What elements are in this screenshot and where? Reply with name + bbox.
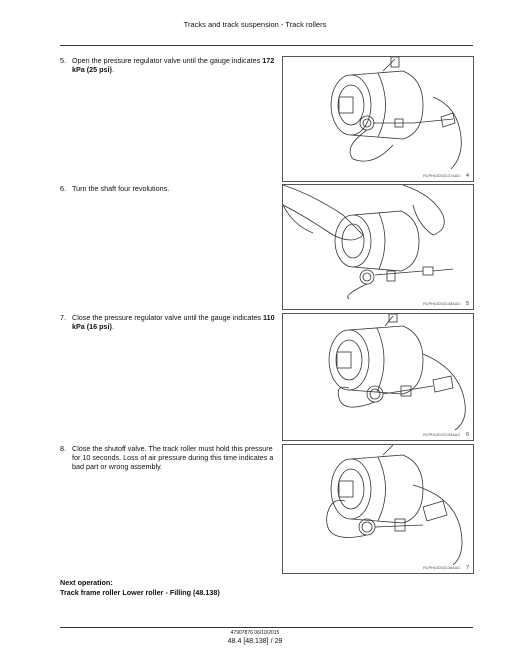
step-6 — [60, 184, 275, 193]
page-header: Tracks and track suspension - Track rollers — [183, 20, 327, 29]
figure-caption: RCPH10DOZ138AAO — [423, 302, 461, 306]
next-operation — [60, 578, 220, 597]
figure-number: 6 — [466, 432, 469, 438]
figure-number: 7 — [466, 565, 469, 571]
step-value: 110 kPa (16 psi) — [72, 313, 275, 332]
figure-6 — [282, 313, 474, 441]
step-number: 5. — [60, 56, 66, 65]
next-operation-link[interactable]: Track frame roller Lower roller - Filling (48.138) — [60, 587, 220, 597]
track-roller-shaft-illustration — [283, 185, 473, 301]
track-roller-shutoff-illustration — [283, 445, 473, 565]
footer-doc-ref: 47907876 06/10/2015 — [230, 630, 280, 636]
step-text: Close the pressure regulator valve until the gauge indicates — [72, 313, 263, 322]
figure-number: 4 — [466, 173, 469, 179]
step-value: 172 kPa (25 psi) — [72, 56, 275, 75]
step-number: 7. — [60, 313, 66, 322]
figure-5 — [282, 184, 474, 310]
figure-7 — [282, 444, 474, 574]
header-rule — [60, 45, 473, 46]
figure-number: 5 — [466, 301, 469, 307]
step-text: Open the pressure regulator valve until the gauge indicates — [72, 56, 263, 65]
track-roller-regulator-illustration — [283, 314, 473, 432]
figure-caption: RCPH10DOZ136AAO — [423, 566, 461, 570]
track-roller-gauge-illustration — [283, 57, 473, 173]
figure-4 — [282, 56, 474, 182]
step-number: 6. — [60, 184, 66, 193]
step-text: Turn the shaft four revolutions. — [72, 184, 170, 193]
footer-rule — [60, 627, 473, 628]
step-text: Close the shutoff valve. The track roller must hold this pressure for 10 seconds. Loss of air pressure during this time indicates a bad part or wrong assembly. — [72, 444, 274, 472]
step-7: 7. Close the pressure regulator valve until the gauge indicates 110 kPa (16 psi). — [60, 313, 275, 332]
step-number: 8. — [60, 444, 66, 453]
next-operation-label: Next operation: — [60, 578, 113, 587]
step-8 — [60, 444, 275, 472]
figure-caption: RCPH10DOZ137AAO — [423, 174, 461, 178]
figure-caption: RCPH10DOZ139AAO — [423, 433, 461, 437]
footer-page-number: 48.4 [48.138] / 29 — [227, 638, 283, 645]
step-5: 5. Open the pressure regulator valve until the gauge indicates 172 kPa (25 psi). — [60, 56, 275, 75]
